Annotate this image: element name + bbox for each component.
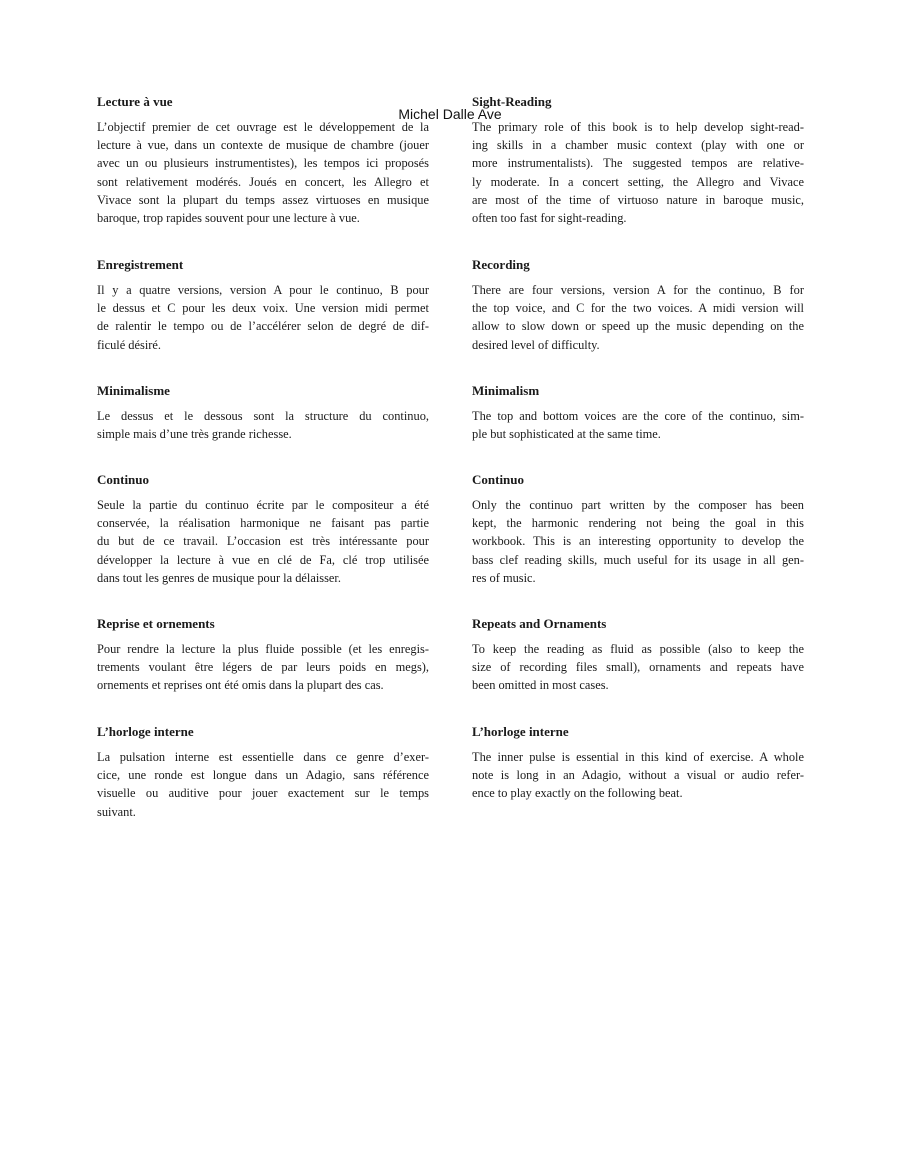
section-heading: Repeats and Ornaments (472, 616, 607, 631)
text-line: The inner pulse is essential in this kind of exercise. A whole (472, 750, 804, 764)
text-line: ornements et reprises ont été omis dans la plupart des cas. (97, 678, 384, 693)
section-heading: Continuo (97, 472, 150, 487)
text-line: The top and bottom voices are the core of the continuo, sim- (472, 409, 804, 423)
text-line: dans tout les genres de musique pour la délaisser. (97, 570, 341, 585)
text-line: baroque, trop rapides souvent pour une lecture à vue. (97, 211, 360, 226)
section-continuo (97, 473, 429, 587)
section-recording (472, 258, 804, 354)
section-body (472, 118, 804, 227)
text-line: Il y a quatre versions, version A pour le continuo, B pour (97, 283, 429, 297)
text-line: L’objectif premier de cet ouvrage est le développement de la (97, 120, 429, 134)
section-heading: Sight-Reading (472, 94, 552, 109)
text-line: are most of the time of virtuoso nature in baroque music, (472, 192, 804, 207)
text-line: simple mais d’une très grande richesse. (97, 427, 292, 442)
section-body (97, 281, 429, 354)
author-name: Michel Dalle Ave (398, 106, 502, 122)
text-line: le dessus et C pour les deux voix. Une version midi permet (97, 301, 429, 316)
section-continuo (472, 473, 804, 587)
section-body (97, 640, 429, 695)
text-line: trements voulant être légers de par leurs poids en megs), (97, 660, 429, 675)
text-line: more instrumentalists). The suggested tempos are relative- (472, 156, 804, 171)
text-line: sont relativement modérés. Joués en concert, les Allegro et (97, 174, 429, 189)
text-line: de ralentir le tempo ou de l’accélérer selon de degré de dif- (97, 319, 429, 334)
text-line: ly moderate. In a concert setting, the Allegro and Vivace (472, 174, 804, 189)
text-line: Seule la partie du continuo écrite par le compositeur a été (97, 498, 429, 512)
section-body (472, 640, 804, 695)
section-heading: Minimalisme (97, 383, 170, 398)
section-horloge-interne (97, 725, 429, 821)
section-body (472, 281, 804, 354)
text-line: The primary role of this book is to help develop sight-read- (472, 120, 804, 134)
section-reprise-et-ornements (97, 617, 429, 695)
text-line: La pulsation interne est essentielle dans ce genre d’exer- (97, 750, 429, 764)
section-body (97, 496, 429, 587)
text-line: suivant. (97, 804, 136, 819)
section-heading: L’horloge interne (97, 724, 194, 739)
text-line: Le dessus et le dessous sont la structure du continuo, (97, 409, 429, 423)
text-line: There are four versions, version A for the continuo, B for (472, 283, 804, 297)
section-heading: Reprise et ornements (97, 616, 215, 631)
section-repeats-and-ornaments (472, 617, 804, 695)
text-line: développer la lecture à vue en clé de Fa, clé trop utilisée (97, 552, 429, 567)
text-line: ficulé désiré. (97, 337, 161, 352)
section-heading: Lecture à vue (97, 94, 173, 109)
text-line: allow to slow down or speed up the music depending on the (472, 319, 804, 334)
text-line: avec un ou plusieurs instrumentistes), les tempos ici proposés (97, 156, 429, 171)
text-line: Only the continuo part written by the composer has been (472, 498, 804, 512)
text-line: desired level of difficulty. (472, 337, 600, 352)
text-line: bass clef reading skills, much useful for its usage in all gen- (472, 552, 804, 567)
section-body (97, 118, 429, 227)
text-line: the top voice, and C for the two voices. A midi version will (472, 301, 804, 316)
text-line: kept, the harmonic rendering not being the goal in this (472, 516, 804, 531)
section-heading: Enregistrement (97, 257, 184, 272)
section-body (472, 496, 804, 587)
text-line: visuelle ou auditive pour jouer exactement sur le temps (97, 786, 429, 801)
text-line: conservée, la réalisation harmonique ne faisant pas partie (97, 516, 429, 531)
text-line: been omitted in most cases. (472, 678, 609, 693)
text-line: lecture à vue, dans un contexte de musique de chambre (jouer (97, 138, 429, 153)
text-line: ing skills in a chamber music context (play with one or (472, 138, 804, 153)
section-body (97, 407, 429, 443)
text-line: res of music. (472, 570, 536, 585)
section-heading: Minimalism (472, 383, 540, 398)
section-minimalisme (97, 384, 429, 443)
section-heading: L’horloge interne (472, 724, 569, 739)
text-line: often too fast for sight-reading. (472, 211, 627, 226)
text-line: ple but sophisticated at the same time. (472, 427, 661, 442)
section-heading: Continuo (472, 472, 525, 487)
section-enregistrement (97, 258, 429, 354)
section-body (472, 407, 804, 443)
text-line: size of recording files small), ornaments and repeats have (472, 660, 804, 675)
text-line: workbook. This is an interesting opportunity to develop the (472, 534, 804, 549)
section-minimalism (472, 384, 804, 443)
section-body (472, 748, 804, 803)
text-line: du but de ce travail. L’occasion est très intéressante pour (97, 534, 429, 549)
text-line: To keep the reading as fluid as possible (also to keep the (472, 642, 804, 656)
text-line: Pour rendre la lecture la plus fluide possible (et les enregis- (97, 642, 429, 656)
text-line: Vivace sont la plupart du temps assez virtuoses en musique (97, 192, 429, 207)
section-body (97, 748, 429, 821)
section-inner-pulse (472, 725, 804, 803)
text-line: note is long in an Adagio, without a visual or audio refer- (472, 768, 804, 783)
text-line: cice, une ronde est longue dans un Adagio, sans référence (97, 768, 429, 783)
section-heading: Recording (472, 257, 530, 272)
text-line: ence to play exactly on the following beat. (472, 786, 683, 801)
